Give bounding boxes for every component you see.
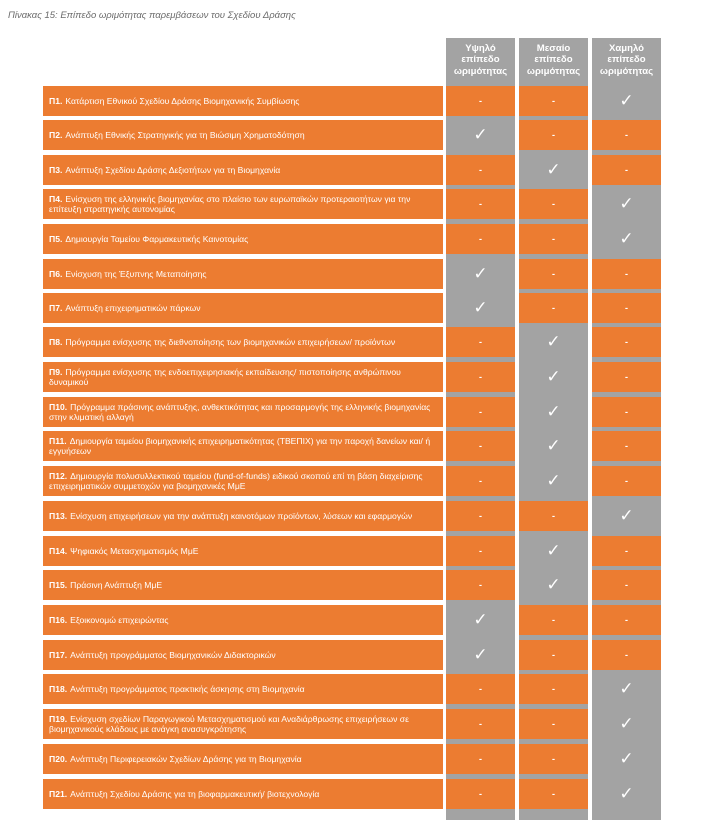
row-label bbox=[43, 397, 443, 427]
dash-cell-low: - bbox=[592, 570, 661, 600]
dash-cell-medium: - bbox=[519, 120, 588, 150]
table-row bbox=[43, 293, 660, 323]
check-mark-icon-high: ✓ bbox=[473, 645, 488, 664]
row-text bbox=[49, 402, 437, 423]
table-row bbox=[43, 120, 660, 150]
row-text bbox=[49, 303, 201, 314]
dash-cell-high: - bbox=[446, 189, 515, 219]
row-description: Ανάπτυξη Σχεδίου Δράσης Δεξιοτήτων για τη Βιομηχανία bbox=[65, 164, 281, 175]
row-code: Π4. bbox=[49, 193, 63, 204]
check-mark-icon-low: ✓ bbox=[619, 784, 634, 803]
row-text bbox=[49, 714, 437, 735]
row-label bbox=[43, 120, 443, 150]
row-description: Δημιουργία ταμείου βιομηχανικής επιχειρηματικότητας (ΤΒΕΠΙΧ) για την παροχή δανείων και/ ή εγγυήσεων bbox=[49, 435, 431, 456]
dash-cell-high: - bbox=[446, 709, 515, 739]
check-mark-icon-medium: ✓ bbox=[546, 160, 561, 179]
row-text bbox=[49, 684, 305, 695]
dash-cell-high: - bbox=[446, 744, 515, 774]
table-row bbox=[43, 431, 660, 461]
row-text bbox=[49, 130, 305, 141]
dash-cell-high: - bbox=[446, 362, 515, 392]
row-code: Π14. bbox=[49, 545, 68, 556]
check-mark-icon-medium: ✓ bbox=[546, 575, 561, 594]
row-text bbox=[49, 471, 437, 492]
row-label bbox=[43, 779, 443, 809]
dash-cell-high: - bbox=[446, 501, 515, 531]
dash-cell-high: - bbox=[446, 397, 515, 427]
row-description: Ανάπτυξη προγράμματος πρακτικής άσκησης στη Βιομηχανία bbox=[70, 683, 305, 694]
row-description: Πρόγραμμα πράσινης ανάπτυξης, ανθεκτικότητας και προσαρμογής της ελληνικής βιομηχανίας στην κλιματική αλλαγή bbox=[49, 401, 431, 422]
dash-cell-medium: - bbox=[519, 501, 588, 531]
dash-cell-low: - bbox=[592, 155, 661, 185]
row-label bbox=[43, 259, 443, 289]
check-mark-icon-high: ✓ bbox=[473, 298, 488, 317]
row-text bbox=[49, 754, 302, 765]
row-label bbox=[43, 293, 443, 323]
row-label bbox=[43, 570, 443, 600]
row-description: Ανάπτυξη Περιφερειακών Σχεδίων Δράσης για τη Βιομηχανία bbox=[70, 753, 302, 764]
dash-cell-low: - bbox=[592, 120, 661, 150]
dash-cell-low: - bbox=[592, 605, 661, 635]
row-label bbox=[43, 744, 443, 774]
table-row bbox=[43, 397, 660, 427]
column-header-high: Υψηλό επίπεδο ωριμότητας bbox=[453, 42, 508, 77]
row-code: Π2. bbox=[49, 129, 63, 140]
dash-cell-low: - bbox=[592, 397, 661, 427]
dash-cell-low: - bbox=[592, 431, 661, 461]
row-code: Π16. bbox=[49, 614, 68, 625]
row-text bbox=[49, 650, 276, 661]
row-text bbox=[49, 580, 162, 591]
check-mark-icon-low: ✓ bbox=[619, 229, 634, 248]
row-code: Π20. bbox=[49, 753, 68, 764]
row-label bbox=[43, 501, 443, 531]
row-description: Πράσινη Ανάπτυξη ΜμΕ bbox=[70, 579, 163, 590]
row-code: Π21. bbox=[49, 788, 68, 799]
dash-cell-low: - bbox=[592, 640, 661, 670]
table-row bbox=[43, 466, 660, 496]
row-text bbox=[49, 165, 280, 176]
row-code: Π12. bbox=[49, 470, 68, 481]
dash-cell-low: - bbox=[592, 259, 661, 289]
dash-cell-medium: - bbox=[519, 224, 588, 254]
table-caption: Πίνακας 15: Επίπεδο ωριμότητας παρεμβάσεων του Σχεδίου Δράσης bbox=[8, 10, 296, 21]
row-text bbox=[49, 789, 319, 800]
dash-cell-medium: - bbox=[519, 293, 588, 323]
dash-cell-medium: - bbox=[519, 605, 588, 635]
row-text bbox=[49, 234, 248, 245]
check-mark-icon-high: ✓ bbox=[473, 125, 488, 144]
row-description: Ανάπτυξη προγράμματος Βιομηχανικών Διδακτορικών bbox=[70, 649, 276, 660]
dash-cell-medium: - bbox=[519, 674, 588, 704]
row-code: Π7. bbox=[49, 302, 63, 313]
row-description: Ενίσχυση σχεδίων Παραγωγικού Μετασχηματισμού και Αναδιάρθρωσης επιχειρήσεων σε βιομηχανικούς κλάδους με ανάγκη ανασυγκρότησης bbox=[49, 713, 409, 734]
row-text bbox=[49, 194, 437, 215]
row-description: Ψηφιακός Μετασχηματισμός ΜμΕ bbox=[70, 545, 199, 556]
dash-cell-low: - bbox=[592, 536, 661, 566]
dash-cell-low: - bbox=[592, 466, 661, 496]
row-code: Π11. bbox=[49, 435, 67, 446]
row-description: Δημιουργία πολυσυλλεκτικού ταμείου (fund-of-funds) ειδικού σκοπού επί τη βάση διαχείρισης επιχειρηματικών συμμετοχών για βιομηχανικές ΜμΕ bbox=[49, 470, 423, 491]
check-mark-icon-low: ✓ bbox=[619, 506, 634, 525]
check-mark-icon-medium: ✓ bbox=[546, 332, 561, 351]
row-description: Κατάρτιση Εθνικού Σχεδίου Δράσης Βιομηχανικής Συμβίωσης bbox=[65, 95, 300, 106]
row-description: Πρόγραμμα ενίσχυσης της διεθνοποίησης των βιομηχανικών επιχειρήσεων/ προϊόντων bbox=[65, 336, 396, 347]
dash-cell-low: - bbox=[592, 293, 661, 323]
row-label bbox=[43, 327, 443, 357]
row-description: Ενίσχυση επιχειρήσεων για την ανάπτυξη καινοτόμων προϊόντων, λύσεων και εφαρμογών bbox=[70, 510, 413, 521]
dash-cell-medium: - bbox=[519, 189, 588, 219]
row-text bbox=[49, 337, 395, 348]
row-label bbox=[43, 224, 443, 254]
row-label bbox=[43, 86, 443, 116]
row-code: Π5. bbox=[49, 233, 63, 244]
check-mark-icon-low: ✓ bbox=[619, 749, 634, 768]
row-text bbox=[49, 546, 199, 557]
row-label bbox=[43, 155, 443, 185]
table-row bbox=[43, 640, 660, 670]
table-row bbox=[43, 570, 660, 600]
row-code: Π6. bbox=[49, 268, 63, 279]
row-text bbox=[49, 436, 437, 457]
dash-cell-low: - bbox=[592, 362, 661, 392]
row-label bbox=[43, 431, 443, 461]
dash-cell-medium: - bbox=[519, 86, 588, 116]
table-row bbox=[43, 501, 660, 531]
dash-cell-high: - bbox=[446, 224, 515, 254]
row-description: Πρόγραμμα ενίσχυσης της ενδοεπιχειρησιακής εκπαίδευσης/ πιστοποίησης ανθρώπινου δυναμικού bbox=[49, 366, 401, 387]
row-description: Δημιουργία Ταμείου Φαρμακευτικής Καινοτομίας bbox=[65, 233, 249, 244]
table-row bbox=[43, 189, 660, 219]
dash-cell-medium: - bbox=[519, 259, 588, 289]
row-label bbox=[43, 536, 443, 566]
dash-cell-high: - bbox=[446, 155, 515, 185]
table-row bbox=[43, 605, 660, 635]
dash-cell-high: - bbox=[446, 779, 515, 809]
table-row bbox=[43, 224, 660, 254]
table-row bbox=[43, 779, 660, 809]
table-row bbox=[43, 674, 660, 704]
check-mark-icon-low: ✓ bbox=[619, 91, 634, 110]
table-row bbox=[43, 86, 660, 116]
row-label bbox=[43, 709, 443, 739]
row-code: Π10. bbox=[49, 401, 68, 412]
dash-cell-medium: - bbox=[519, 744, 588, 774]
row-code: Π1. bbox=[49, 95, 63, 106]
row-text bbox=[49, 367, 437, 388]
check-mark-icon-medium: ✓ bbox=[546, 367, 561, 386]
check-mark-icon-high: ✓ bbox=[473, 610, 488, 629]
dash-cell-high: - bbox=[446, 86, 515, 116]
row-text bbox=[49, 269, 207, 280]
dash-cell-high: - bbox=[446, 570, 515, 600]
column-header-medium: Μεσαίο επίπεδο ωριμότητας bbox=[526, 42, 581, 77]
check-mark-icon-low: ✓ bbox=[619, 714, 634, 733]
table-row bbox=[43, 536, 660, 566]
check-mark-icon-medium: ✓ bbox=[546, 402, 561, 421]
row-label bbox=[43, 674, 443, 704]
check-mark-icon-medium: ✓ bbox=[546, 436, 561, 455]
check-mark-icon-medium: ✓ bbox=[546, 471, 561, 490]
row-code: Π18. bbox=[49, 683, 68, 694]
row-code: Π15. bbox=[49, 579, 68, 590]
row-description: Ανάπτυξη Εθνικής Στρατηγικής για τη Βιώσιμη Χρηματοδότηση bbox=[65, 129, 305, 140]
row-code: Π9. bbox=[49, 366, 63, 377]
row-code: Π17. bbox=[49, 649, 68, 660]
row-label bbox=[43, 605, 443, 635]
row-code: Π19. bbox=[49, 713, 68, 724]
table-row bbox=[43, 259, 660, 289]
table-row bbox=[43, 362, 660, 392]
column-header-low: Χαμηλό επίπεδο ωριμότητας bbox=[599, 42, 654, 77]
dash-cell-low: - bbox=[592, 327, 661, 357]
dash-cell-high: - bbox=[446, 466, 515, 496]
dash-cell-high: - bbox=[446, 327, 515, 357]
row-text bbox=[49, 96, 299, 107]
dash-cell-high: - bbox=[446, 431, 515, 461]
check-mark-icon-low: ✓ bbox=[619, 194, 634, 213]
row-label bbox=[43, 189, 443, 219]
row-label bbox=[43, 362, 443, 392]
dash-cell-medium: - bbox=[519, 640, 588, 670]
row-description: Ανάπτυξη Σχεδίου Δράσης για τη βιοφαρμακευτική/ βιοτεχνολογία bbox=[70, 788, 320, 799]
row-description: Ανάπτυξη επιχειρηματικών πάρκων bbox=[65, 302, 201, 313]
table-row bbox=[43, 327, 660, 357]
row-code: Π3. bbox=[49, 164, 63, 175]
dash-cell-medium: - bbox=[519, 709, 588, 739]
row-text bbox=[49, 511, 412, 522]
row-description: Εξοικονομώ επιχειρώντας bbox=[70, 614, 169, 625]
row-description: Ενίσχυση της ελληνικής βιομηχανίας στο πλαίσιο των ευρωπαϊκών προτεραιοτήτων για την επίτευξη στρατηγικής αυτονομίας bbox=[49, 193, 411, 214]
dash-cell-high: - bbox=[446, 536, 515, 566]
table-row bbox=[43, 744, 660, 774]
check-mark-icon-high: ✓ bbox=[473, 264, 488, 283]
check-mark-icon-medium: ✓ bbox=[546, 541, 561, 560]
dash-cell-medium: - bbox=[519, 779, 588, 809]
table-row bbox=[43, 155, 660, 185]
dash-cell-high: - bbox=[446, 674, 515, 704]
table-row bbox=[43, 709, 660, 739]
row-description: Ενίσχυση της Έξυπνης Μεταποίησης bbox=[65, 268, 207, 279]
row-label bbox=[43, 640, 443, 670]
row-label bbox=[43, 466, 443, 496]
row-code: Π13. bbox=[49, 510, 68, 521]
check-mark-icon-low: ✓ bbox=[619, 679, 634, 698]
row-code: Π8. bbox=[49, 336, 63, 347]
row-text bbox=[49, 615, 169, 626]
